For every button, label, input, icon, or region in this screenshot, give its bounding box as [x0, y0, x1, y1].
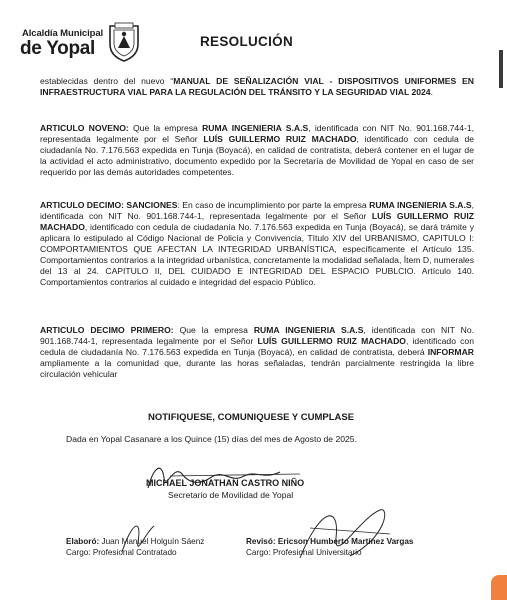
- elaboro-block: [66, 536, 204, 558]
- notify-heading: NOTIFIQUESE, COMUNIQUESE Y CUMPLASE: [148, 412, 355, 423]
- elaboro-name: Juan Manuel Holguín Sáenz: [99, 537, 205, 546]
- elaboro-role: Cargo: Profesional Contratado: [66, 548, 177, 557]
- reviso-role: Cargo: Profesional Universitario: [246, 548, 362, 557]
- manual-title: MANUAL DE SEÑALIZACIÓN VIAL - DISPOSITIVOS UNIFORMES EN INFRAESTRUCTURA VIAL PARA LA REGULACIÓN DEL TRÁNSITO Y LA SEGURIDAD VIAL 2024: [40, 76, 474, 97]
- signatory-name: MICHAEL JONATHAN CASTRO NIÑO: [146, 478, 305, 488]
- article-noveno-heading: ARTICULO NOVENO:: [40, 123, 129, 133]
- reviso-block: [246, 536, 413, 558]
- page-edge-tab: [491, 575, 507, 600]
- page-edge-mark: [499, 50, 503, 88]
- representative-name: LUÍS GUILLERMO RUIZ MACHADO: [257, 336, 406, 346]
- article-decimo-primero-heading: ARTICULO DECIMO PRIMERO:: [40, 325, 174, 335]
- article-decimo-heading: ARTICULO DECIMO: SANCIONES: [40, 200, 178, 210]
- article-decimo-primero: ARTICULO DECIMO PRIMERO: Que la empresa RUMA INGENIERIA S.A.S, identificada con NIT No. 901.168.744-1, representada legalmente por el Señor LUÍS GUILLERMO RUIZ MACHADO, identificado con cedula de ciudadanía No. 7.176.563 expedida en Tunja (Boyacá), en calidad de contratista, deberá INFORMAR ampliamente a la comunidad que, durante las horas señaladas, tendrán parcialmente restringida la libre circulación vehicular: [40, 325, 475, 379]
- inform-keyword: INFORMAR: [427, 347, 474, 357]
- article-noveno: ARTICULO NOVENO: Que la empresa RUMA INGENIERIA S.A.S, identificada con NIT No. 901.168.744-1, representada legalmente por el Señor LUÍS GUILLERMO RUIZ MACHADO, identificado con cedula de ciudadanía No. 7.176.563 expedida en Tunja (Boyacá), en calidad de contratista, deberá contener en el lugar de la actividad el acto administrativo, documento expedido por la Secretaría de Movilidad de Yopal en caso de ser requerido por las demás autoridades competentes.: [40, 123, 475, 177]
- dated-line: Dada en Yopal Casanare a los Quince (15) días del mes de Agosto de 2025.: [66, 434, 357, 444]
- yopal-seal-icon: [106, 22, 142, 62]
- representative-name: LUÍS GUILLERMO RUIZ MACHADO: [40, 211, 474, 232]
- article-decimo: ARTICULO DECIMO: SANCIONES: En caso de incumplimiento por parte la empresa RUMA INGENIERIA S.A.S, identificada con NIT No. 901.168.744-1, representada legalmente por el Señor LUÍS GUILLERMO RUIZ MACHADO, identificado con cedula de ciudadanía No. 7.176.563 expedida en Tunja (Boyacá), se dará trámite y aplicara lo estipulado al Código Nacional de Policía y Convivencia, Título XIV del URBANISMO, CAPITULO I: COMPORTAMIENTOS QUE AFECTAN LA INTEGRIDAD URBANÍSTICA, específicamente el Artículo 135. Comportamientos contrarios a la integridad urbanística, concretamente la modalidad señalada, Ítem D, numerales del 13 al 24. CAPITULO II, DEL CUIDADO E INTEGRIDAD DEL ESPACIO PUBLCIO. Artículo 140. Comportamientos contrarios al cuidado e integridad del espacio Público.: [40, 200, 475, 287]
- document-title: RESOLUCIÓN: [200, 34, 294, 49]
- company-name: RUMA INGENIERIA S.A.S: [202, 123, 309, 133]
- company-name: RUMA INGENIERIA S.A.S: [253, 325, 364, 335]
- signatory-role: Secretario de Movilidad de Yopal: [168, 490, 294, 500]
- reviso-name: Ericson Humberto Martínez Vargas: [275, 537, 414, 546]
- logo-line1: Alcaldía Municipal: [22, 28, 104, 39]
- logo-line2: de Yopal: [20, 38, 96, 59]
- company-name: RUMA INGENIERIA S.A.S: [369, 200, 472, 210]
- alcaldia-logo: [14, 22, 144, 62]
- intro-paragraph: establecidas dentro del nuevo “MANUAL DE SEÑALIZACIÓN VIAL - DISPOSITIVOS UNIFORMES EN INFRAESTRUCTURA VIAL PARA LA REGULACIÓN DEL TRÁNSITO Y LA SEGURIDAD VIAL 2024.: [40, 76, 474, 97]
- elaboro-label: Elaboró:: [66, 537, 100, 546]
- representative-name: LUÍS GUILLERMO RUIZ MACHADO: [203, 134, 357, 144]
- reviso-label: Revisó:: [246, 537, 276, 546]
